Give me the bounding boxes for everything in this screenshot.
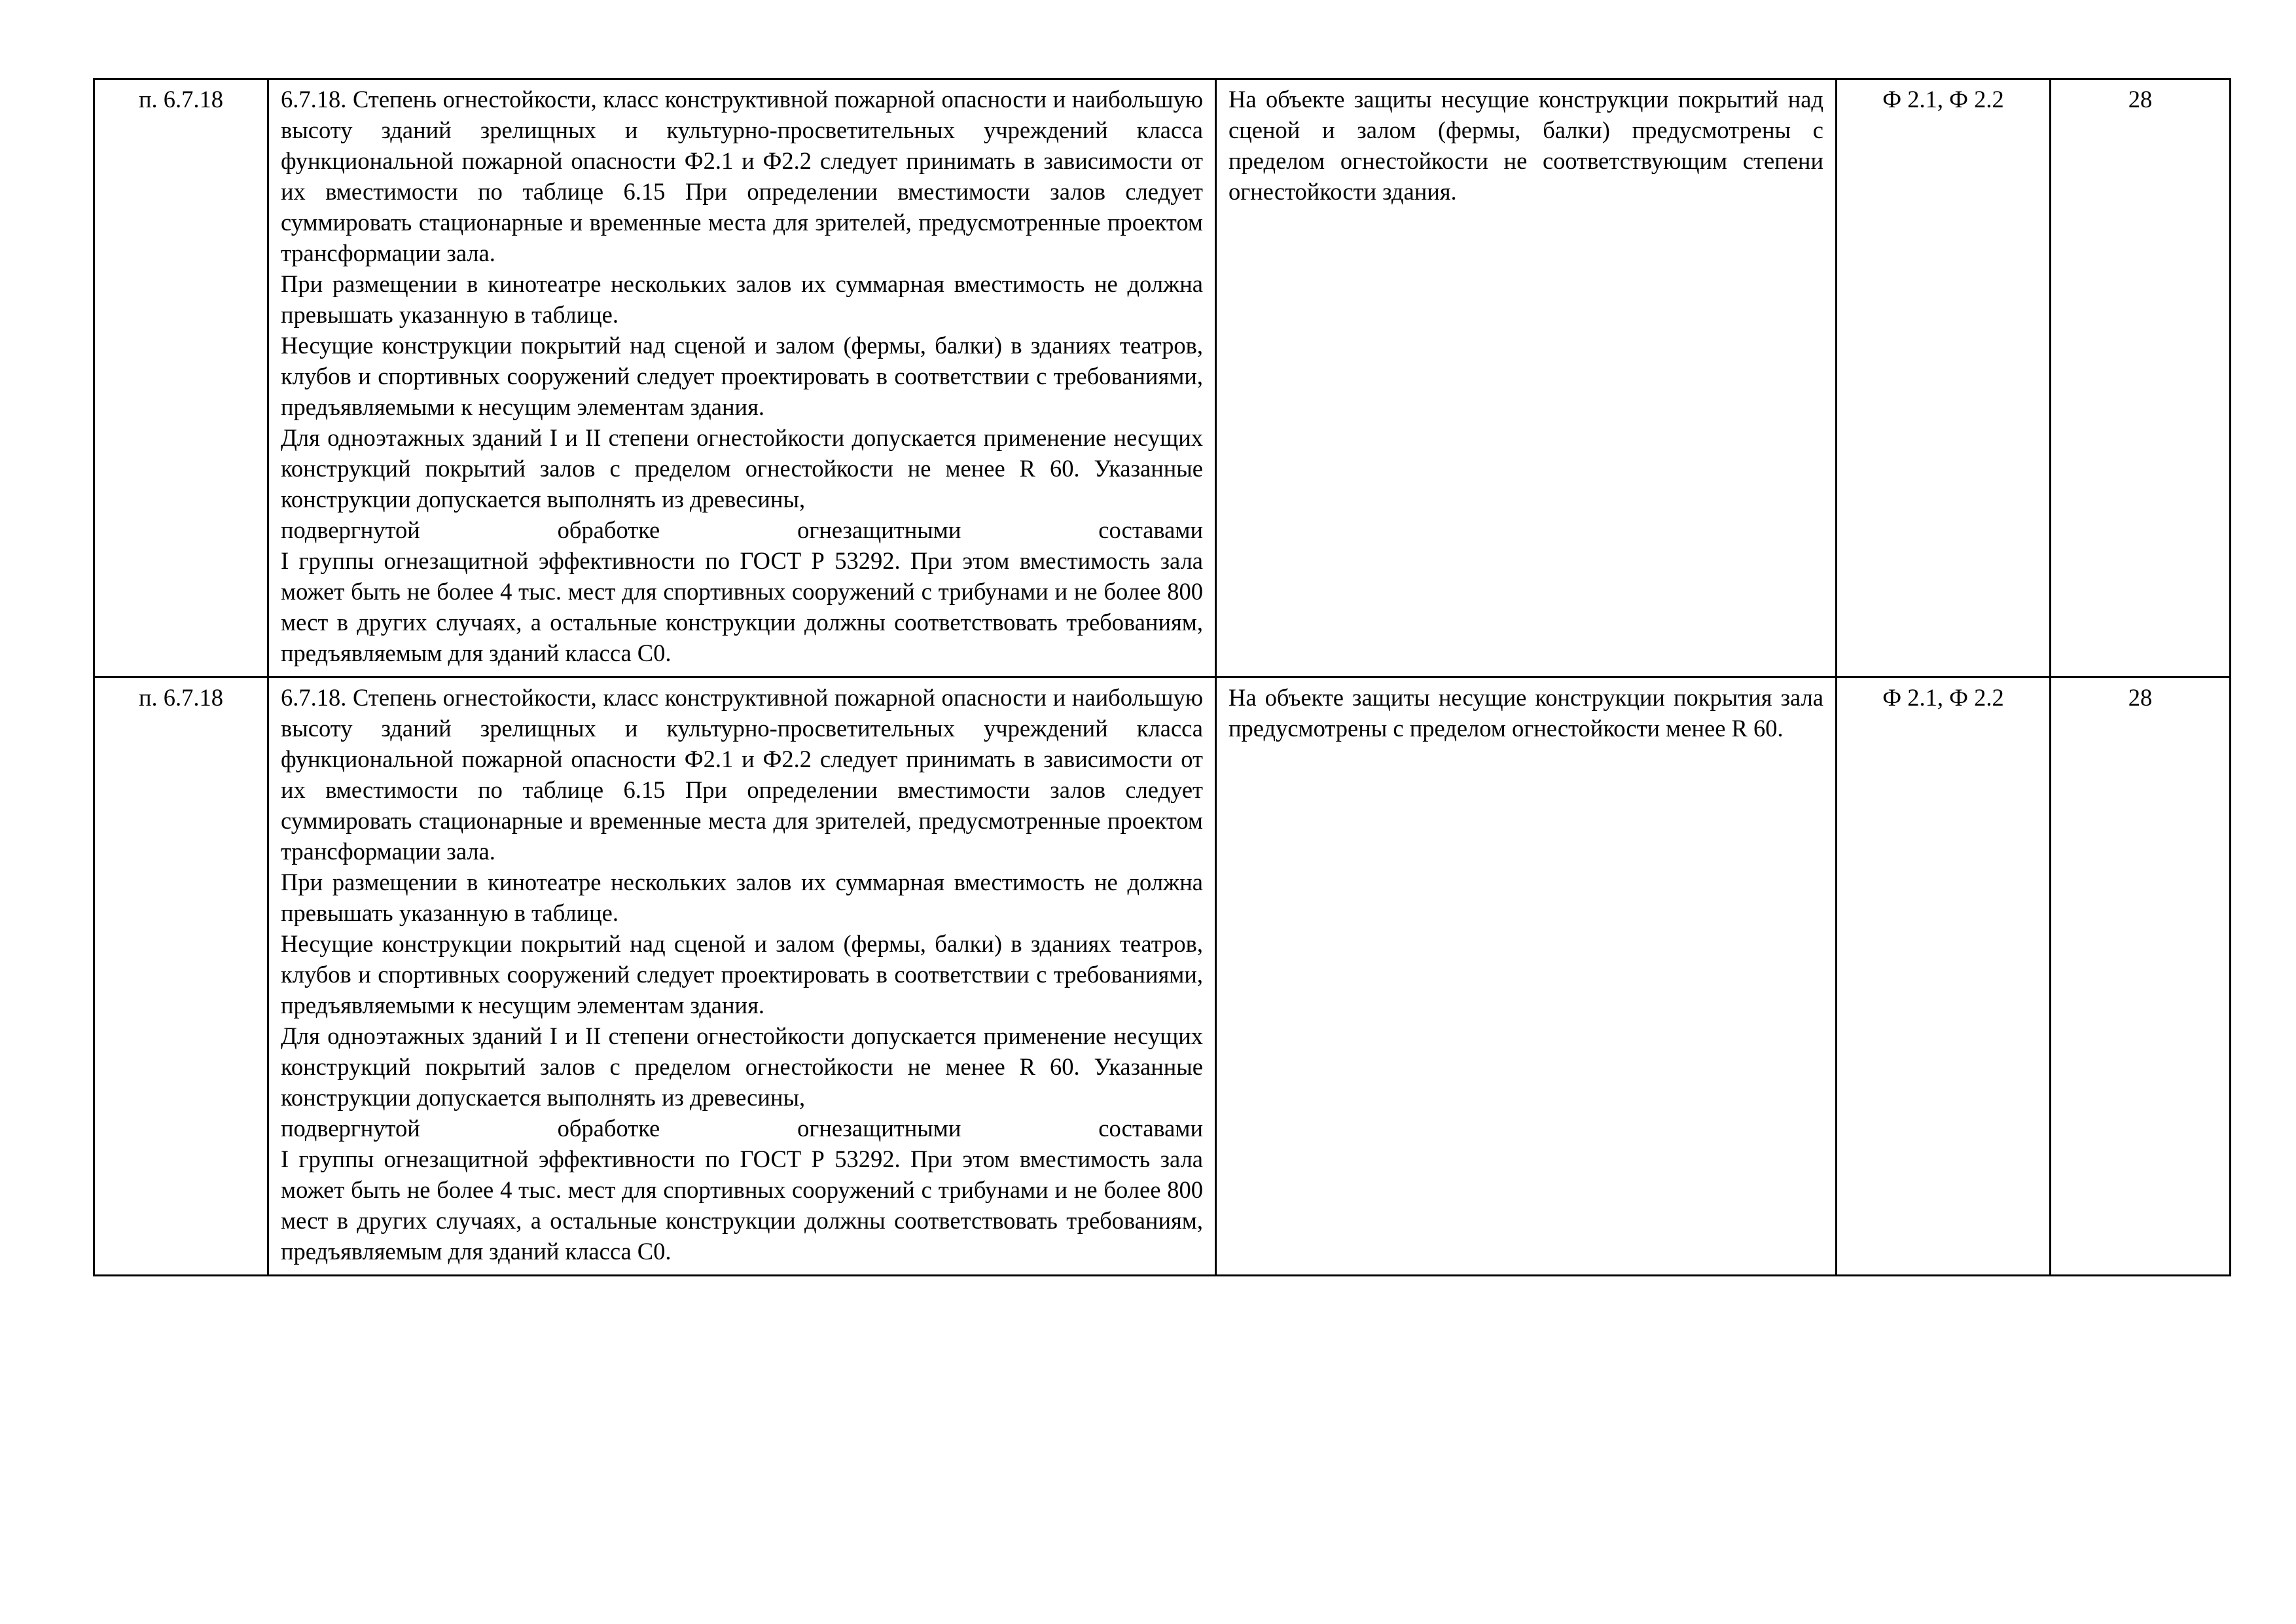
requirement-line: подвергнутой обработке огнезащитными составами bbox=[281, 516, 1203, 543]
requirement-paragraph: 6.7.18. Степень огнестойкости, класс конструктивной пожарной опасности и наибольшую высоту зданий зрелищных и культурно-просветительных учреждений класса функциональной пожарной опасности Ф2.1 и Ф2.2 следует принимать в зависимости от их вместимости по таблице 6.15 При определении вместимости залов следует суммировать стационарные и временные места для зрителей, предусмотренные проектом трансформации зала. bbox=[281, 86, 1203, 266]
violations-table bbox=[93, 78, 2231, 1276]
violation-description-cell bbox=[1216, 677, 1837, 1276]
requirement-paragraph: Несущие конструкции покрытий над сценой и залом (фермы, балки) в зданиях театров, клубов и спортивных сооружений следует проектировать в соответствии с требованиями, предъявляемыми к несущим элементам здания. bbox=[281, 930, 1203, 1019]
table-row bbox=[94, 677, 2231, 1276]
requirement-paragraph: Для одноэтажных зданий I и II степени огнестойкости допускается применение несущих конструкций покрытий залов с пределом огнестойкости не менее R 60. Указанные конструкции допускается выполнять из древесины, bbox=[281, 424, 1203, 513]
requirement-paragraph: I группы огнезащитной эффективности по ГОСТ Р 53292. При этом вместимость зала может быть не более 4 тыс. мест для спортивных сооружений с трибунами и не более 800 мест в других случаях, а остальные конструкции должны соответствовать требованиям, предъявляемым для зданий класса С0. bbox=[281, 1146, 1203, 1265]
norm-reference-cell: п. 6.7.18 bbox=[94, 677, 268, 1276]
requirement-paragraph: 6.7.18. Степень огнестойкости, класс конструктивной пожарной опасности и наибольшую высоту зданий зрелищных и культурно-просветительных учреждений класса функциональной пожарной опасности Ф2.1 и Ф2.2 следует принимать в зависимости от их вместимости по таблице 6.15 При определении вместимости залов следует суммировать стационарные и временные места для зрителей, предусмотренные проектом трансформации зала. bbox=[281, 684, 1203, 865]
violation-description-cell bbox=[1216, 79, 1837, 677]
requirement-paragraph: Для одноэтажных зданий I и II степени огнестойкости допускается применение несущих конструкций покрытий залов с пределом огнестойкости не менее R 60. Указанные конструкции допускается выполнять из древесины, bbox=[281, 1022, 1203, 1111]
requirement-paragraph: При размещении в кинотеатре нескольких залов их суммарная вместимость не должна превышать указанную в таблице. bbox=[281, 869, 1203, 926]
violation-text: На объекте защиты несущие конструкции покрытия зала предусмотрены с пределом огнестойкости менее R 60. bbox=[1229, 684, 1823, 742]
functional-class-cell: Ф 2.1, Ф 2.2 bbox=[1837, 79, 2051, 677]
requirement-paragraph: Несущие конструкции покрытий над сценой и залом (фермы, балки) в зданиях театров, клубов и спортивных сооружений следует проектировать в соответствии с требованиями, предъявляемыми к несущим элементам здания. bbox=[281, 332, 1203, 420]
requirement-text-cell bbox=[268, 79, 1216, 677]
requirement-paragraph: При размещении в кинотеатре нескольких залов их суммарная вместимость не должна превышать указанную в таблице. bbox=[281, 270, 1203, 328]
page-number-cell: 28 bbox=[2051, 677, 2231, 1276]
requirement-line: подвергнутой обработке огнезащитными составами bbox=[281, 1115, 1203, 1142]
requirement-paragraph: I группы огнезащитной эффективности по ГОСТ Р 53292. При этом вместимость зала может быть не более 4 тыс. мест для спортивных сооружений с трибунами и не более 800 мест в других случаях, а остальные конструкции должны соответствовать требованиям, предъявляемым для зданий класса С0. bbox=[281, 547, 1203, 666]
violation-text: На объекте защиты несущие конструкции покрытий над сценой и залом (фермы, балки) предусмотрены с пределом огнестойкости не соответствующим степени огнестойкости здания. bbox=[1229, 86, 1823, 205]
page-number-cell: 28 bbox=[2051, 79, 2231, 677]
requirement-text-cell bbox=[268, 677, 1216, 1276]
functional-class-cell: Ф 2.1, Ф 2.2 bbox=[1837, 677, 2051, 1276]
table-row bbox=[94, 79, 2231, 677]
norm-reference-cell: п. 6.7.18 bbox=[94, 79, 268, 677]
